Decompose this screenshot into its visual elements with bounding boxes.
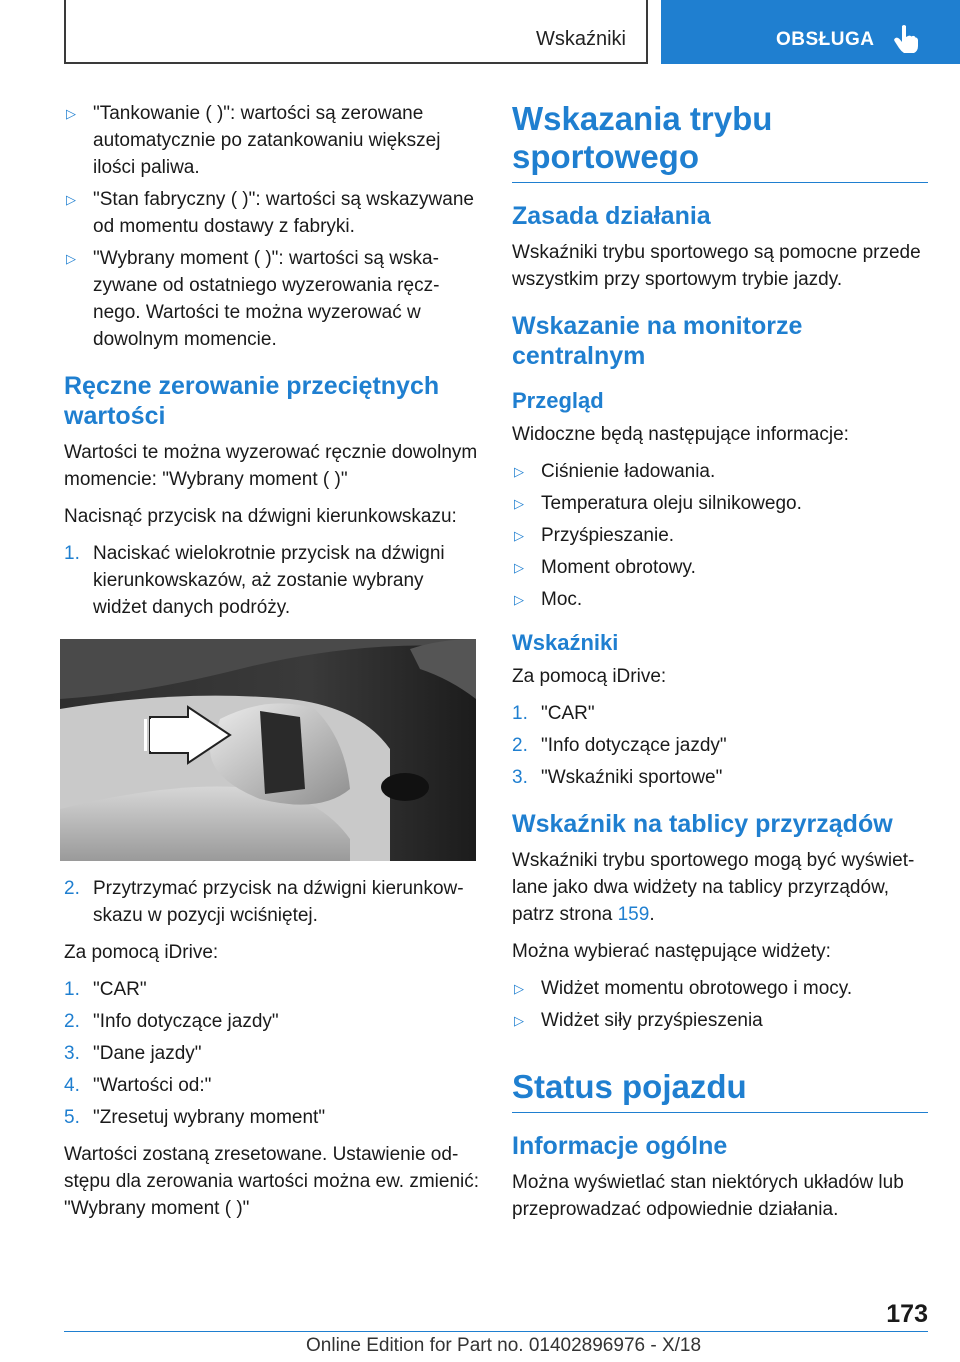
list-item: 2. Przytrzymać przycisk na dźwigni kierunkowskazu w pozycji wciśniętej. [64,875,480,929]
list-item: ▷ "Tankowanie ( )": wartości są zerowane automatycznie po zatankowaniu większej ilości paliwa. [64,100,480,181]
header-section-title: Wskaźniki [535,28,626,50]
triangle-bullet-icon: ▷ [514,981,524,996]
triangle-bullet-icon: ▷ [66,192,76,207]
triangle-bullet-icon: ▷ [66,251,76,266]
triangle-bullet-icon: ▷ [514,592,524,607]
widgets-list [512,975,928,1034]
list-item: 1. Naciskać wielokrotnie przycisk na dźwigni kierunkowskazów, aż zostanie wybrany widżet danych podróży. [64,540,480,621]
paragraph: Można wybierać następujące widżety: [512,941,831,962]
list-item: 5. "Zresetuj wybrany moment" [64,1107,326,1128]
footer-edition: Online Edition for Part no. 01402896976 - X/18 [306,1335,702,1356]
list-item: 1. "CAR" [512,703,595,724]
list-item: 3. "Wskaźniki sportowe" [512,767,723,788]
step-number: 2. [64,878,80,899]
footer-divider [64,1331,928,1332]
triangle-bullet-icon: ▷ [514,496,524,511]
list-item: ▷ "Stan fabryczny ( )": wartości są wskazywane od momentu dostawy z fabryki. [64,186,480,240]
idrive-menu-path [64,976,480,1131]
lever-button-image [60,639,476,861]
paragraph: Wartości zostaną zresetowane. Ustawienie odstępu dla zerowania wartości można ew. zmienić: "Wybrany moment ( )" [64,1144,480,1219]
right-column [512,100,928,1233]
triangle-bullet-icon: ▷ [66,106,76,121]
heading-central-monitor: Wskazanie na monitorze centralnym [512,312,803,370]
triangle-bullet-icon: ▷ [514,560,524,575]
list-item: 1. "CAR" [64,979,147,1000]
paragraph: Widoczne będą następujące informacje: [512,424,849,445]
steps-list [64,540,480,621]
heading-principle: Zasada działania [512,202,711,230]
paragraph: Można wyświetlać stan niektórych układów lub przeprowadzać odpowiednie działania. [512,1172,904,1220]
list-item: 3. "Dane jazdy" [64,1043,202,1064]
triangle-bullet-icon: ▷ [514,1013,524,1028]
page-number: 173 [886,1300,928,1328]
header-chapter-label: OBSŁUGA [776,29,875,50]
step-number: 1. [64,543,80,564]
list-item: 2. "Info dotyczące jazdy" [64,1011,279,1032]
heading-manual-reset: Ręczne zerowanie przeciętnych wartości [64,372,440,430]
hand-pointer-icon [893,24,919,54]
list-item: ▷ Przyśpieszanie. [512,522,928,549]
triangle-bullet-icon: ▷ [514,528,524,543]
paragraph: Wskaźniki trybu sportowego mogą być wyświetlane jako dwa widżety na tablicy przyrządów, patrz strona 159. [512,850,915,925]
list-item: ▷ "Wybrany moment ( )": wartości są wskazywane od ostatniego wyzerowania ręcznego. Wartości te można wyzerować w dowolnym momencie. [64,245,480,353]
paragraph: Wskaźniki trybu sportowego są pomocne przede wszystkim przy sportowym trybie jazdy. [512,242,921,290]
heading-general-info: Informacje ogólne [512,1132,728,1160]
heading-sport-indicators: Wskazania trybu sportowego [512,100,928,183]
list-item: ▷ Widżet siły przyśpieszenia [512,1007,928,1034]
triangle-bullet-icon: ▷ [514,464,524,479]
list-item: ▷ Moment obrotowy. [512,554,928,581]
paragraph: Nacisnąć przycisk na dźwigni kierunkowskazu: [64,506,457,527]
list-item: ▷ Widżet momentu obrotowego i mocy. [512,975,928,1002]
list-item: 4. "Wartości od:" [64,1075,212,1096]
idrive-menu-path [512,700,928,791]
heading-instrument-cluster: Wskaźnik na tablicy przyrządów [512,810,893,838]
list-item: 2. "Info dotyczące jazdy" [512,735,727,756]
list-item: ▷ Moc. [512,586,928,613]
list-item: ▷ Ciśnienie ładowania. [512,458,928,485]
heading-indicators: Wskaźniki [512,630,619,655]
left-column [64,100,480,1232]
heading-vehicle-status: Status pojazdu [512,1068,928,1113]
overview-list [512,458,928,613]
paragraph: Za pomocą iDrive: [512,666,667,687]
steps-list-continued [64,875,480,929]
paragraph: Wartości te można wyzerować ręcznie dowolnym momencie: "Wybrany moment ( )" [64,442,478,490]
heading-overview: Przegląd [512,388,604,413]
reset-mode-list [64,100,480,353]
page-reference-link[interactable]: 159 [617,904,650,925]
turn-signal-lever-illustration [60,639,476,861]
header-chapter-tab [661,0,960,64]
header-frame [64,0,648,64]
list-item: ▷ Temperatura oleju silnikowego. [512,490,928,517]
paragraph: Za pomocą iDrive: [64,942,219,963]
